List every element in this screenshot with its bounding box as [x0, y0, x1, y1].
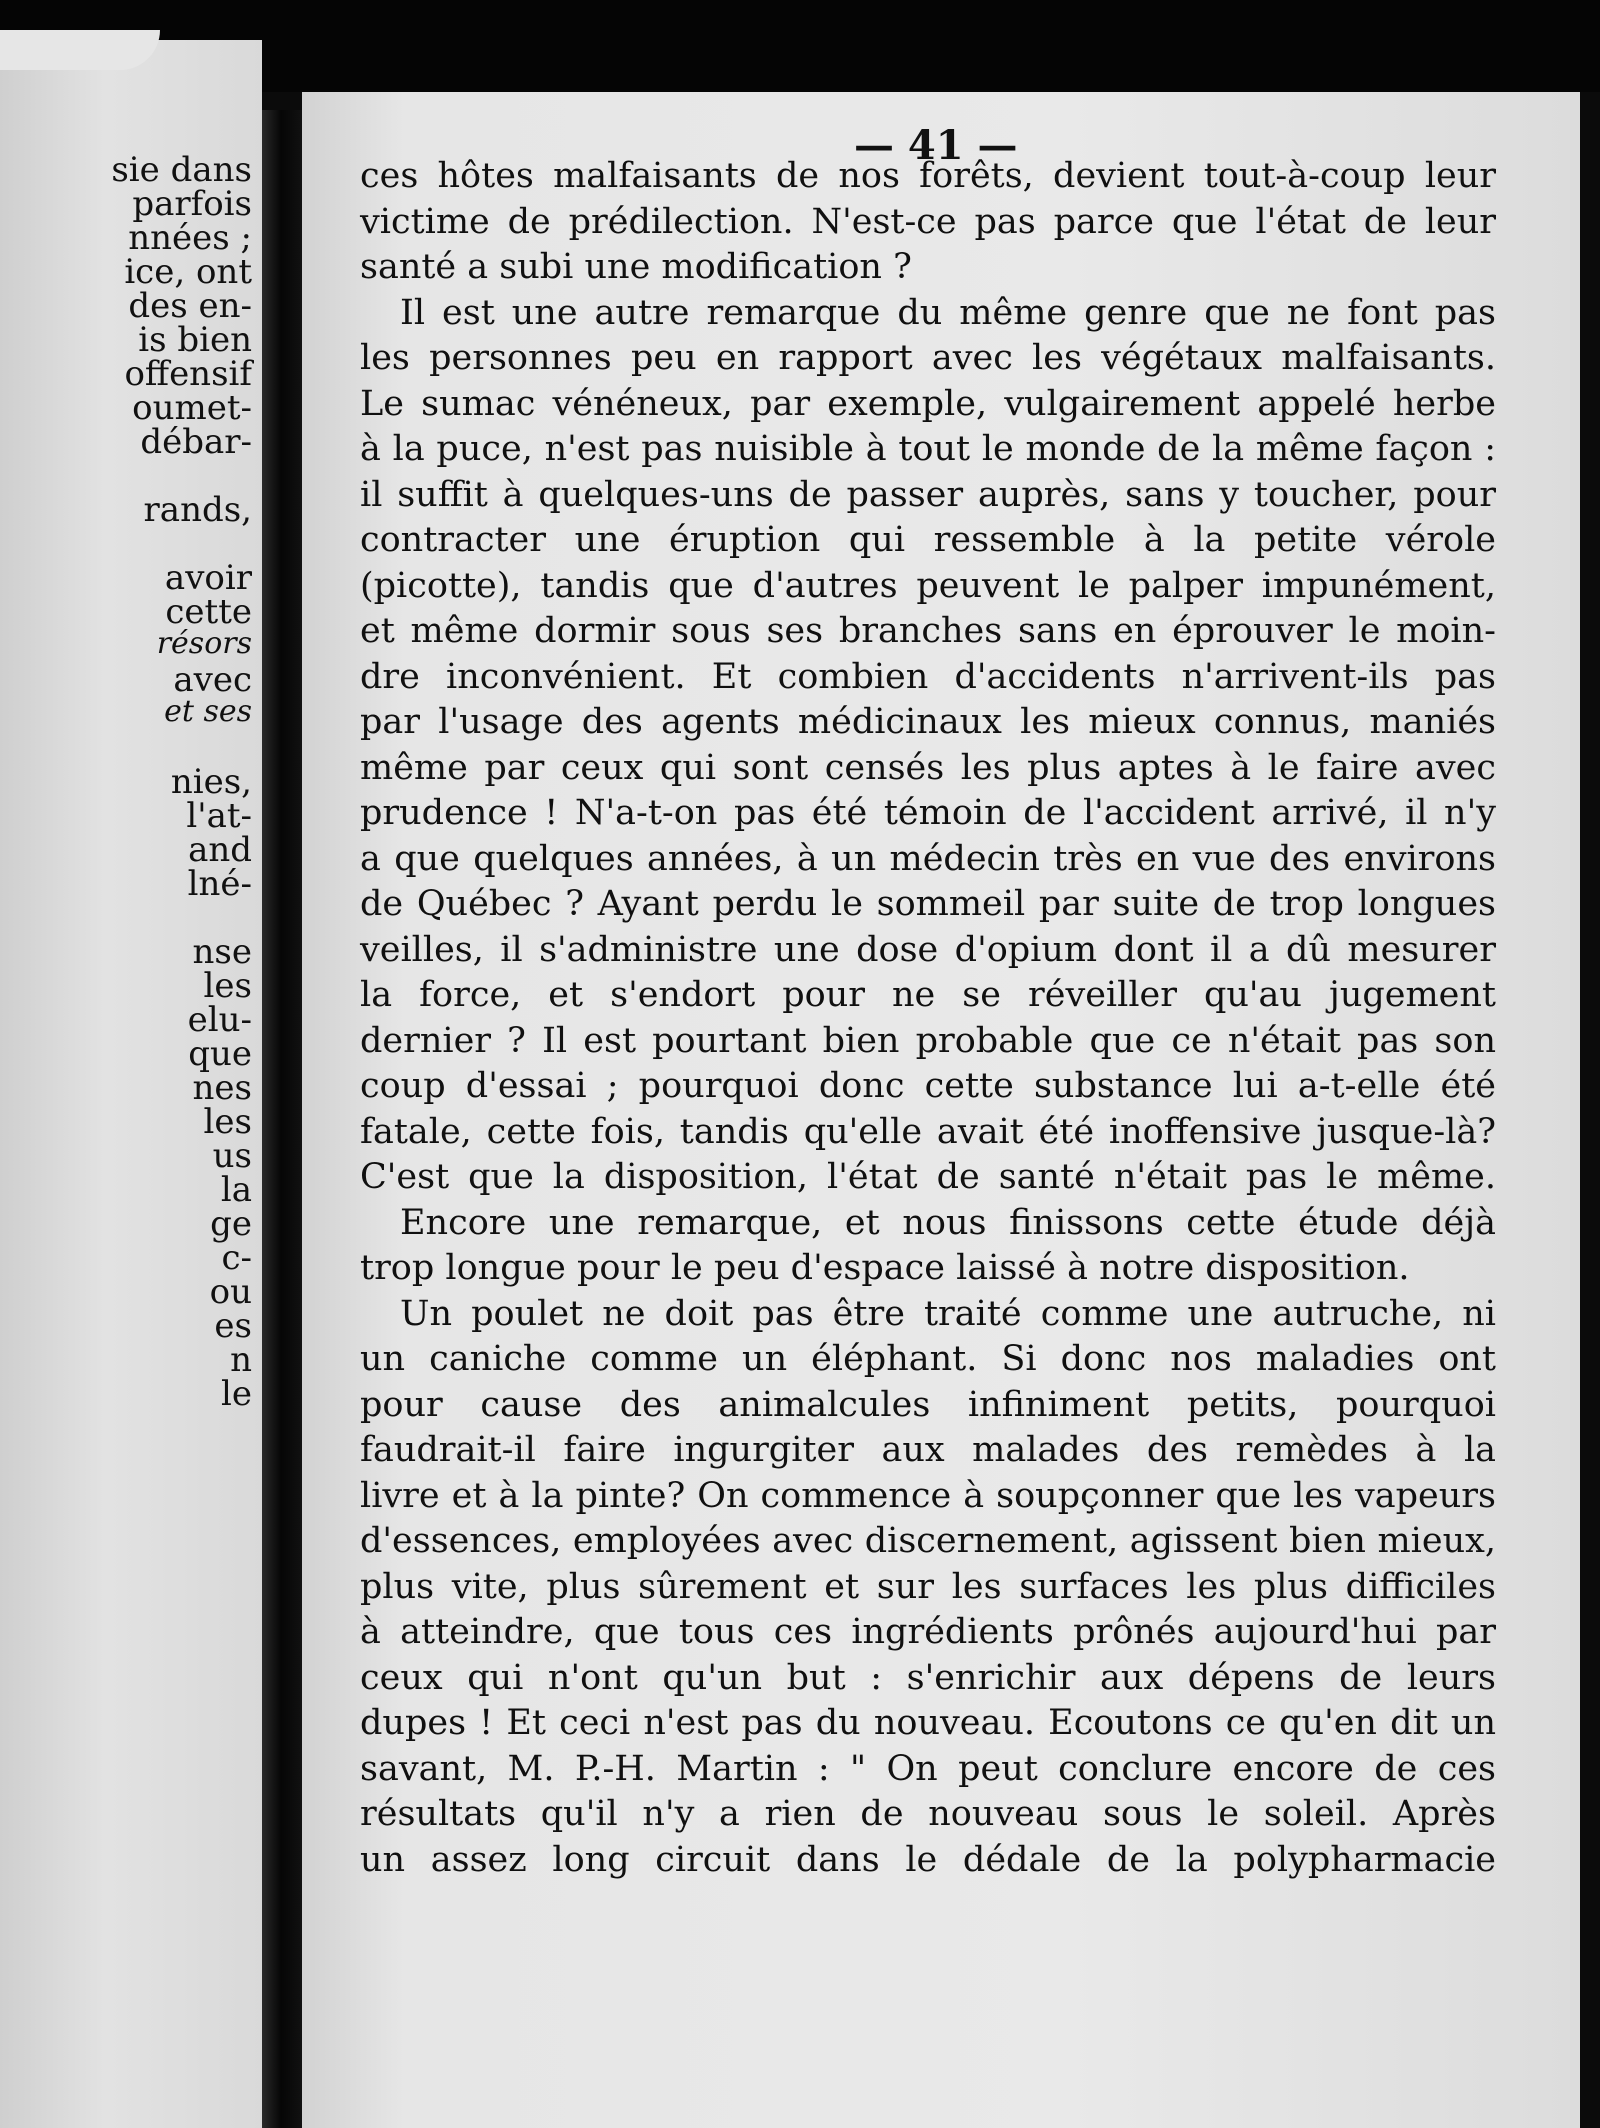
text-line: fatale, cette fois, tandis qu'elle avait été inoffensive jusque-là? [360, 1112, 1496, 1152]
text-line: faudrait-il faire ingurgiter aux malades des remèdes à la [360, 1430, 1496, 1470]
text-line: veilles, il s'administre une dose d'opium dont il a dû mesurer [360, 930, 1496, 970]
text-line: savant, M. P.-H. Martin : " On peut conclure encore de ces [360, 1749, 1496, 1789]
text-line: les personnes peu en rapport avec les végétaux malfaisants. [360, 338, 1496, 378]
left-page-fragment: is bien [138, 320, 252, 360]
left-page-fragment: et ses [164, 694, 252, 729]
left-page-fragment: lné- [187, 864, 252, 904]
text-line: de Québec ? Ayant perdu le sommeil par suite de trop longues [360, 884, 1496, 924]
text-line: prudence ! N'a-t-on pas été témoin de l'accident arrivé, il n'y [360, 793, 1496, 833]
text-line: (picotte), tandis que d'autres peuvent le palper impunément, [360, 566, 1496, 606]
text-line: C'est que la disposition, l'état de santé n'était pas le même. [360, 1157, 1496, 1197]
text-line: Un poulet ne doit pas être traité comme une autruche, ni [400, 1294, 1496, 1334]
left-page-fragment: c- [221, 1238, 252, 1278]
text-line: par l'usage des agents médicinaux les mieux connus, maniés [360, 702, 1496, 742]
left-page-fragment: cette [165, 592, 252, 632]
left-page-fragment: l'at- [186, 796, 252, 836]
text-line: un assez long circuit dans le dédale de la polypharmacie [360, 1840, 1496, 1880]
left-page-fragment: le [221, 1374, 252, 1414]
text-line: Encore une remarque, et nous finissons cette étude déjà [400, 1203, 1496, 1243]
page-number: — 41 — [854, 122, 1018, 169]
left-page-fragment: les [203, 966, 252, 1006]
text-line: résultats qu'il n'y a rien de nouveau sous le soleil. Après [360, 1794, 1496, 1834]
left-page-fragment: des en- [128, 286, 252, 326]
text-line: il suffit à quelques-uns de passer auprès, sans y toucher, pour [360, 475, 1496, 515]
left-page-fragment: avec [173, 660, 252, 700]
right-page [302, 92, 1580, 2128]
left-page-fragment: nse [192, 932, 252, 972]
left-page-fragment: débar- [140, 422, 252, 462]
text-line: a que quelques années, à un médecin très en vue des environs [360, 839, 1496, 879]
text-line: la force, et s'endort pour ne se réveiller qu'au jugement [360, 975, 1496, 1015]
text-line: pour cause des animalcules infiniment petits, pourquoi [360, 1385, 1496, 1425]
text-line: d'essences, employées avec discernement, agissent bien mieux, [360, 1521, 1496, 1561]
left-page-fragment: les [203, 1102, 252, 1142]
text-line: dernier ? Il est pourtant bien probable que ce n'était pas son [360, 1021, 1496, 1061]
left-page-fragment: que [188, 1034, 252, 1074]
text-line: ces hôtes malfaisants de nos forêts, devient tout-à-coup leur [360, 156, 1496, 196]
text-line: Il est une autre remarque du même genre que ne font pas [400, 293, 1496, 333]
text-line: même par ceux qui sont censés les plus aptes à le faire avec [360, 748, 1496, 788]
left-page [0, 40, 262, 2128]
left-page-fragment: elu- [187, 1000, 252, 1040]
text-line: victime de prédilection. N'est-ce pas parce que l'état de leur [360, 202, 1496, 242]
text-line: et même dormir sous ses branches sans en éprouver le moin- [360, 611, 1496, 651]
text-line: contracter une éruption qui ressemble à la petite vérole [360, 520, 1496, 560]
left-page-fragment: us [212, 1136, 252, 1176]
text-line: Le sumac vénéneux, par exemple, vulgairement appelé herbe [360, 384, 1496, 424]
left-page-fragment: n [230, 1340, 252, 1380]
text-line: livre et à la pinte? On commence à soupçonner que les vapeurs [360, 1476, 1496, 1516]
text-line: dre inconvénient. Et combien d'accidents n'arrivent-ils pas [360, 657, 1496, 697]
left-page-fragment: ge [210, 1204, 252, 1244]
left-page-fragment: avoir [164, 558, 252, 598]
left-page-fragment: sie dans [111, 150, 252, 190]
text-line: coup d'essai ; pourquoi donc cette substance lui a-t-elle été [360, 1066, 1496, 1106]
left-page-fragment: parfois [132, 184, 252, 224]
left-page-fragment: nies, [170, 762, 252, 802]
left-page-fragment: and [188, 830, 252, 870]
text-line: à la puce, n'est pas nuisible à tout le monde de la même façon : [360, 429, 1496, 469]
text-line: trop longue pour le peu d'espace laissé à notre disposition. [360, 1248, 1410, 1288]
left-page-fragment: résors [156, 626, 252, 661]
left-page-fragment: oumet- [132, 388, 252, 428]
left-page-fragment: nes [192, 1068, 252, 1108]
left-page-fragment: nnées ; [128, 218, 252, 258]
text-line: à atteindre, que tous ces ingrédients prônés aujourd'hui par [360, 1612, 1496, 1652]
left-page-fragment: es [214, 1306, 252, 1346]
text-line: dupes ! Et ceci n'est pas du nouveau. Ecoutons ce qu'en dit un [360, 1703, 1496, 1743]
text-line: un caniche comme un éléphant. Si donc nos maladies ont [360, 1339, 1496, 1379]
text-line: plus vite, plus sûrement et sur les surfaces les plus difficiles [360, 1567, 1496, 1607]
left-page-corner [0, 30, 160, 70]
left-page-fragment: rands, [143, 490, 252, 530]
left-page-fragment: ice, ont [124, 252, 252, 292]
left-page-fragment: offensif [124, 354, 252, 394]
text-line: ceux qui n'ont qu'un but : s'enrichir aux dépens de leurs [360, 1658, 1496, 1698]
left-page-fragment: la [220, 1170, 252, 1210]
text-line: santé a subi une modification ? [360, 247, 912, 287]
left-page-fragment: ou [209, 1272, 252, 1312]
